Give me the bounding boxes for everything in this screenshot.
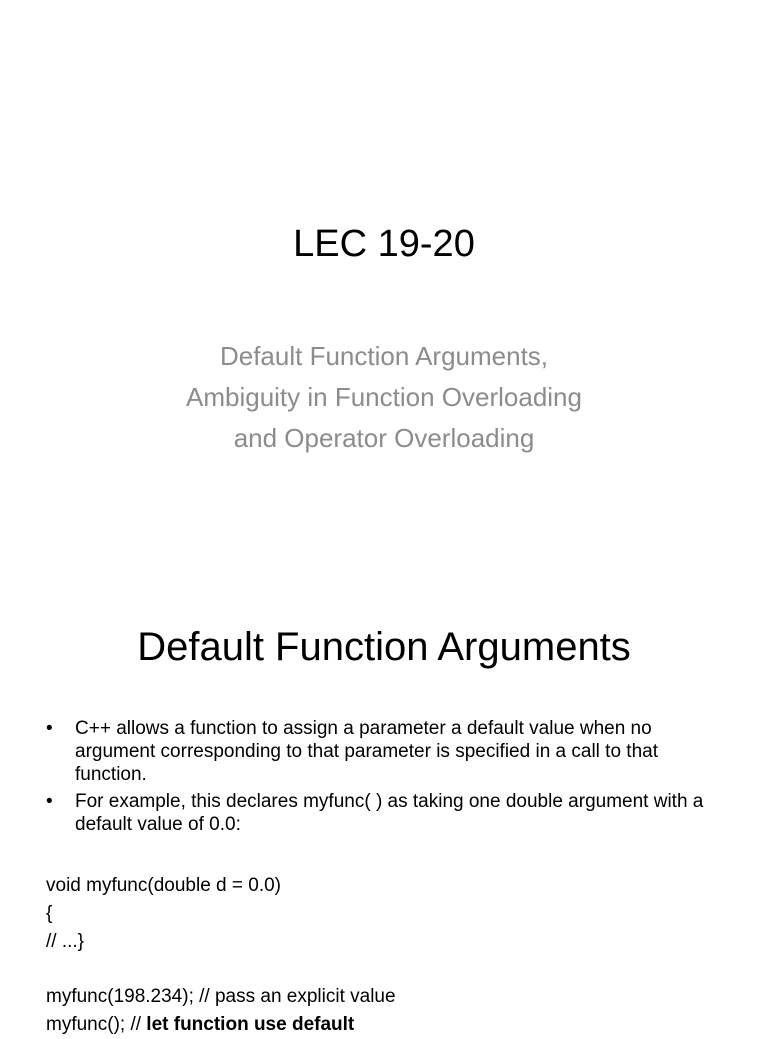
bullet-item [46,790,726,836]
slide-title: Default Function Arguments [137,625,631,669]
code-line: // ...} [46,931,85,952]
slide-title: LEC 19-20 [293,223,475,265]
code-line [46,1011,736,1039]
content-slide [0,576,768,1035]
bullet-icon: • [46,718,53,739]
bullet-item [46,717,726,786]
subtitle-line: and Operator Overloading [233,423,535,453]
subtitle-line: Ambiguity in Function Overloading [186,382,582,412]
bullet-icon: • [46,791,53,812]
code-line: myfunc(198.234); // pass an explicit value [46,986,396,1007]
bullet-text: C++ allows a function to assign a parameter a default value when no argument corresponding to that parameter is specified in a call to that function. [75,718,658,785]
code-text: myfunc(); // [46,1014,147,1035]
bullet-text: For example, this declares myfunc( ) as taking one double argument with a default value of 0.0: [75,791,704,835]
code-block [46,872,736,1039]
code-line: void myfunc(double d = 0.0) [46,875,281,896]
bullet-list [46,717,726,840]
code-spacer [46,956,736,983]
subtitle-line: Default Function Arguments, [219,341,549,371]
slide-subtitle [0,336,768,459]
code-line: { [46,903,53,924]
code-comment-bold: let function use default [146,1014,355,1035]
